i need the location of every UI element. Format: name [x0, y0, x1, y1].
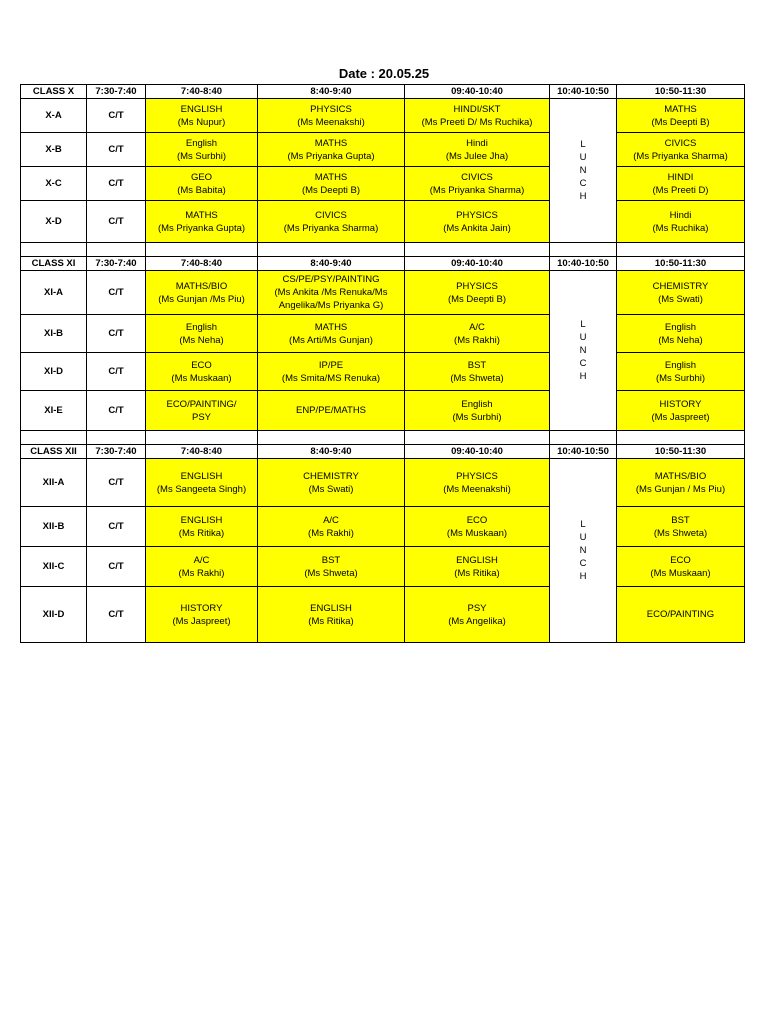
cell-line: (Ms Priyanka Sharma) [283, 222, 379, 234]
cell-line: HINDI [667, 171, 694, 183]
time-slot-header: 09:40-10:40 [405, 85, 550, 99]
period-cell [617, 391, 745, 431]
cell-line: CIVICS [664, 137, 697, 149]
empty-cell [146, 431, 258, 445]
cell-line: ECO [670, 554, 691, 566]
cell-line: MATHS [314, 171, 348, 183]
cell-line: CHEMISTRY [652, 280, 709, 292]
period-cell [405, 459, 550, 507]
empty-cell [617, 431, 745, 445]
cell-line: (Ms Muskaan) [446, 527, 508, 539]
class-teacher-slot: C/T [87, 99, 146, 133]
cell-line: (Ms Ritika) [308, 615, 354, 627]
cell-line: English [185, 137, 218, 149]
period-cell [258, 547, 405, 587]
cell-line: ECO/PAINTING [646, 609, 715, 620]
class-teacher-slot: C/T [87, 507, 146, 547]
cell-line: H [579, 571, 587, 582]
period-cell [258, 271, 405, 315]
time-slot-header: 09:40-10:40 [405, 257, 550, 271]
cell-line: (Ms Neha) [179, 334, 224, 346]
period-cell [617, 587, 745, 643]
period-cell [258, 167, 405, 201]
cell-line: (Ms Smita/MS Renuka) [281, 372, 381, 384]
cell-line: (Ms Priyanka Sharma) [633, 150, 728, 162]
cell-line: PHYSICS [310, 103, 352, 115]
section-row [21, 353, 745, 391]
cell-line: ENP/PE/MATHS [295, 405, 367, 416]
lunch-break-cell [550, 459, 617, 643]
cell-line: L [580, 319, 586, 330]
cell-line: CS/PE/PSY/PAINTING [282, 274, 380, 285]
time-slot-header: 7:30-7:40 [87, 85, 146, 99]
cell-line: H [579, 371, 587, 382]
cell-line: (Ms Priyanka Gupta) [157, 222, 246, 234]
cell-line: Angelika/Ms Priyanka G) [278, 300, 384, 311]
period-cell [146, 271, 258, 315]
class-group-title: CLASS X [21, 85, 87, 99]
section-row [21, 459, 745, 507]
empty-cell [87, 243, 146, 257]
period-cell [258, 133, 405, 167]
cell-line: (Ms Deepti B) [301, 184, 361, 196]
empty-cell [550, 243, 617, 257]
time-slot-header: 7:40-8:40 [146, 85, 258, 99]
cell-line: (Ms Shweta) [304, 567, 358, 579]
cell-line: (Ms Ankita Jain) [443, 222, 511, 234]
section-row [21, 167, 745, 201]
period-cell [617, 459, 745, 507]
class-teacher-slot: C/T [87, 315, 146, 353]
cell-line: (Ms Priyanka Sharma) [429, 184, 525, 196]
class-teacher-slot: C/T [87, 391, 146, 431]
empty-cell [617, 243, 745, 257]
class-header-row [21, 85, 745, 99]
cell-line: C [579, 358, 587, 369]
cell-line: (Ms Nupur) [177, 116, 226, 128]
cell-line: (Ms Surbhi) [452, 411, 502, 423]
class-teacher-slot: C/T [87, 353, 146, 391]
section-row [21, 391, 745, 431]
spacer-row [21, 243, 745, 257]
cell-line: C [579, 558, 587, 569]
cell-line: ENGLISH [180, 514, 223, 526]
cell-line: (Ms Muskaan) [650, 567, 711, 579]
period-cell [146, 315, 258, 353]
cell-line: ENGLISH [310, 602, 352, 614]
lunch-break-cell [550, 99, 617, 243]
cell-line: (Ms Ruchika) [652, 222, 709, 234]
section-row [21, 271, 745, 315]
cell-line: English [461, 398, 493, 410]
cell-line: (Ms Deepti B) [447, 293, 507, 305]
cell-line: (Ms Jaspreet) [651, 411, 710, 423]
cell-line: (Ms Julee Jha) [445, 150, 509, 162]
class-teacher-slot: C/T [87, 459, 146, 507]
section-name: X-D [21, 201, 87, 243]
period-cell [258, 201, 405, 243]
time-slot-header: 7:30-7:40 [87, 445, 146, 459]
period-cell [258, 391, 405, 431]
section-row [21, 315, 745, 353]
section-row [21, 587, 745, 643]
cell-line: (Ms Surbhi) [176, 150, 227, 162]
cell-line: (Ms Muskaan) [171, 372, 232, 384]
cell-line: N [579, 545, 587, 556]
period-cell [258, 315, 405, 353]
cell-line: (Ms Deepti B) [651, 116, 710, 128]
period-cell [405, 167, 550, 201]
section-name: X-C [21, 167, 87, 201]
class-teacher-slot: C/T [87, 587, 146, 643]
cell-line: U [579, 152, 587, 163]
time-slot-header: 10:40-10:50 [550, 257, 617, 271]
empty-cell [405, 243, 550, 257]
section-name: X-A [21, 99, 87, 133]
time-slot-header: 8:40-9:40 [258, 85, 405, 99]
empty-cell [258, 243, 405, 257]
period-cell [146, 587, 258, 643]
cell-line: (Ms Meenakshi) [443, 483, 511, 495]
cell-line: HISTORY [180, 602, 223, 614]
period-cell [405, 133, 550, 167]
cell-line: (Ms Babita) [177, 184, 226, 196]
cell-line: MATHS [314, 137, 348, 149]
cell-line: CIVICS [315, 209, 347, 221]
cell-line: (Ms Swati) [658, 293, 703, 305]
period-cell [617, 99, 745, 133]
section-name: XI-A [21, 271, 87, 315]
empty-cell [21, 431, 87, 445]
cell-line: (Ms Surbhi) [655, 372, 706, 384]
section-name: XII-D [21, 587, 87, 643]
class-group-title: CLASS XI [21, 257, 87, 271]
lunch-break-cell [550, 271, 617, 431]
spacer-row [21, 431, 745, 445]
period-cell [617, 315, 745, 353]
time-slot-header: 8:40-9:40 [258, 445, 405, 459]
cell-line: (Ms Ritika) [454, 567, 500, 579]
cell-line: BST [467, 359, 487, 371]
time-slot-header: 7:30-7:40 [87, 257, 146, 271]
section-row [21, 133, 745, 167]
period-cell [405, 353, 550, 391]
section-name: XII-C [21, 547, 87, 587]
cell-line: U [579, 332, 587, 343]
time-slot-header: 10:40-10:50 [550, 85, 617, 99]
cell-line: IP/PE [318, 359, 344, 371]
period-cell [617, 507, 745, 547]
time-slot-header: 7:40-8:40 [146, 257, 258, 271]
cell-line: MATHS/BIO [175, 280, 228, 292]
cell-line: PHYSICS [456, 280, 498, 292]
empty-cell [258, 431, 405, 445]
cell-line: MATHS [664, 103, 697, 115]
class-header-row [21, 445, 745, 459]
cell-line: A/C [323, 514, 339, 526]
period-cell [258, 353, 405, 391]
cell-line: (Ms Ankita /Ms Renuka/Ms [274, 287, 388, 298]
section-row [21, 507, 745, 547]
cell-line: HISTORY [659, 398, 702, 410]
cell-line: (Ms Arti/Ms Gunjan) [289, 334, 373, 346]
cell-line: N [579, 345, 587, 356]
cell-line: MATHS/BIO [654, 470, 707, 482]
cell-line: (Ms Shweta) [450, 372, 504, 384]
period-cell [146, 353, 258, 391]
cell-line: (Ms Sangeeta Singh) [156, 483, 247, 495]
cell-line: U [579, 532, 587, 543]
section-row [21, 99, 745, 133]
cell-line: PHYSICS [456, 209, 498, 221]
period-cell [405, 391, 550, 431]
period-cell [146, 547, 258, 587]
period-cell [146, 133, 258, 167]
time-slot-header: 8:40-9:40 [258, 257, 405, 271]
cell-line: English [664, 359, 697, 371]
period-cell [146, 167, 258, 201]
empty-cell [87, 431, 146, 445]
cell-line: MATHS [185, 209, 218, 221]
cell-line: (Ms Angelika) [448, 615, 506, 627]
section-name: XI-E [21, 391, 87, 431]
timetable [20, 84, 745, 643]
empty-cell [146, 243, 258, 257]
cell-line: (Ms Priyanka Gupta) [287, 150, 375, 162]
period-cell [405, 271, 550, 315]
period-cell [617, 353, 745, 391]
section-name: XII-A [21, 459, 87, 507]
cell-line: GEO [190, 171, 213, 183]
cell-line: (Ms Rakhi) [454, 334, 500, 346]
class-teacher-slot: C/T [87, 201, 146, 243]
cell-line: ENGLISH [456, 554, 498, 566]
time-slot-header: 7:40-8:40 [146, 445, 258, 459]
cell-line: PSY [467, 602, 487, 614]
cell-line: MATHS [314, 321, 348, 333]
class-teacher-slot: C/T [87, 133, 146, 167]
cell-line: Hindi [466, 137, 488, 149]
class-header-row [21, 257, 745, 271]
class-teacher-slot: C/T [87, 547, 146, 587]
empty-cell [550, 431, 617, 445]
cell-line: (Ms Ritika) [178, 527, 225, 539]
cell-line: N [579, 165, 587, 176]
time-slot-header: 10:50-11:30 [617, 445, 745, 459]
period-cell [258, 507, 405, 547]
period-cell [146, 99, 258, 133]
period-cell [617, 547, 745, 587]
cell-line: (Ms Jaspreet) [172, 615, 231, 627]
period-cell [617, 167, 745, 201]
cell-line: A/C [193, 554, 210, 566]
cell-line: (Ms Shweta) [653, 527, 708, 539]
period-cell [146, 459, 258, 507]
cell-line: L [580, 139, 586, 150]
cell-line: C [579, 178, 587, 189]
time-slot-header: 10:50-11:30 [617, 257, 745, 271]
cell-line: ECO/PAINTING/ [166, 398, 237, 410]
cell-line: A/C [469, 321, 485, 333]
period-cell [405, 547, 550, 587]
empty-cell [21, 243, 87, 257]
period-cell [146, 507, 258, 547]
cell-line: ECO [191, 359, 212, 371]
time-slot-header: 10:40-10:50 [550, 445, 617, 459]
cell-line: (Ms Gunjan /Ms Piu) [158, 293, 245, 305]
cell-line: (Ms Gunjan / Ms Piu) [635, 483, 726, 495]
period-cell [258, 99, 405, 133]
period-cell [617, 271, 745, 315]
period-cell [258, 587, 405, 643]
cell-line: PHYSICS [456, 470, 498, 482]
class-teacher-slot: C/T [87, 167, 146, 201]
cell-line: (Ms Neha) [658, 334, 703, 346]
cell-line: L [580, 519, 586, 530]
section-name: XI-D [21, 353, 87, 391]
cell-line: BST [321, 554, 341, 566]
cell-line: (Ms Meenakshi) [297, 116, 365, 128]
section-row [21, 201, 745, 243]
empty-cell [405, 431, 550, 445]
period-cell [617, 133, 745, 167]
cell-line: CIVICS [461, 171, 493, 183]
period-cell [405, 315, 550, 353]
time-slot-header: 10:50-11:30 [617, 85, 745, 99]
section-name: XII-B [21, 507, 87, 547]
cell-line: (Ms Preeti D) [652, 184, 709, 196]
period-cell [146, 201, 258, 243]
period-cell [146, 391, 258, 431]
cell-line: HINDI/SKT [453, 103, 501, 115]
cell-line: H [579, 191, 587, 202]
class-teacher-slot: C/T [87, 271, 146, 315]
section-row [21, 547, 745, 587]
cell-line: PSY [191, 411, 211, 423]
cell-line: Hindi [669, 209, 692, 221]
time-slot-header: 09:40-10:40 [405, 445, 550, 459]
cell-line: (Ms Preeti D/ Ms Ruchika) [421, 116, 533, 128]
period-cell [405, 507, 550, 547]
section-name: XI-B [21, 315, 87, 353]
cell-line: ECO [466, 514, 488, 526]
cell-line: (Ms Rakhi) [308, 527, 354, 539]
period-cell [258, 459, 405, 507]
period-cell [405, 99, 550, 133]
period-cell [405, 201, 550, 243]
class-group-title: CLASS XII [21, 445, 87, 459]
cell-line: English [185, 321, 218, 333]
cell-line: English [664, 321, 697, 333]
cell-line: ENGLISH [180, 103, 223, 115]
period-cell [617, 201, 745, 243]
page-title: Date : 20.05.25 [338, 66, 430, 81]
period-cell [405, 587, 550, 643]
cell-line: BST [671, 514, 690, 526]
cell-line: CHEMISTRY [303, 470, 359, 482]
cell-line: ENGLISH [180, 470, 223, 482]
cell-line: (Ms Rakhi) [178, 567, 225, 579]
cell-line: (Ms Swati) [308, 483, 354, 495]
section-name: X-B [21, 133, 87, 167]
